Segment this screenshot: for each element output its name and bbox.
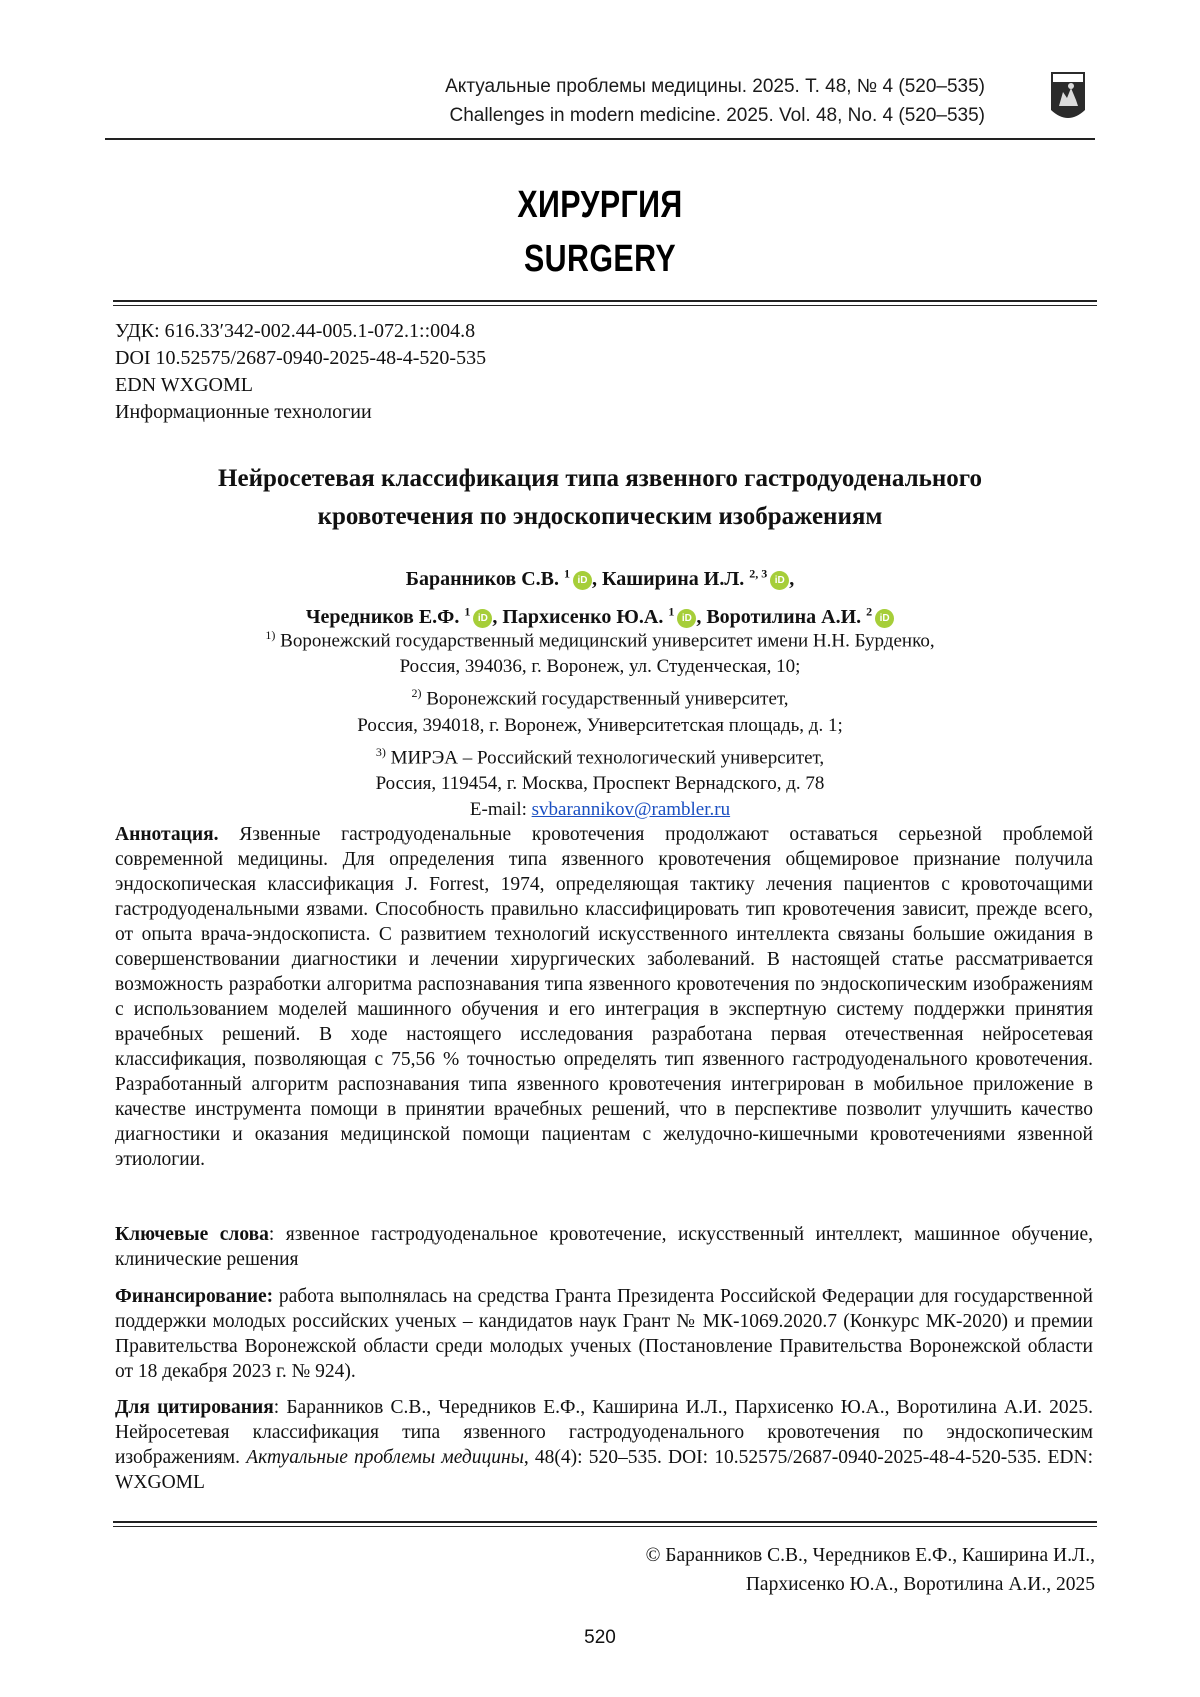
author-affil-sup: 2	[866, 604, 873, 619]
author: Баранников С.В. $^1$iD ,	[405, 566, 597, 590]
author-name: Каширина И.Л.	[601, 567, 745, 590]
author-name: Пархисенко Ю.А.	[502, 606, 664, 629]
author: Каширина И.Л. $^{2, 3}$iD ,	[601, 566, 795, 590]
affiliation-name: МИРЭА – Российский технологический университет,	[390, 746, 825, 768]
keywords	[115, 1222, 1093, 1272]
affiliation-sup: 3)	[375, 744, 386, 759]
doi: DOI 10.52575/2687-0940-2025-48-4-520-535	[115, 347, 487, 369]
orcid-icon[interactable]: iD	[875, 609, 894, 628]
contact-email-line	[110, 797, 1090, 823]
journal-citation-lines	[445, 72, 985, 130]
article-title-line: кровотечения по эндоскопическим изображениям	[317, 503, 883, 530]
author-affil-sup: 2, 3	[749, 566, 768, 580]
orcid-icon[interactable]: iD	[770, 571, 789, 590]
abstract	[115, 822, 1093, 1172]
affiliation-address: Россия, 394018, г. Воронеж, Университетская площадь, д. 1;	[357, 714, 843, 736]
copyright-line: © Баранников С.В., Чередников Е.Ф., Каширина И.Л.,	[645, 1545, 1095, 1566]
article-title	[110, 460, 1090, 536]
journal-line-ru: Актуальные проблемы медицины. 2025. Т. 48, № 4 (520–535)	[445, 76, 985, 97]
edn: EDN WXGOML	[115, 374, 253, 396]
citation-journal: Актуальные проблемы медицины	[246, 1447, 524, 1468]
abstract-text: Язвенные гастродуоденальные кровотечения продолжают оставаться серьезной проблемой современной медицины. Для определения типа язвенного кровотечения общемировое признание получила эндоскопическая классификация J. Forrest, 1974, определяющая тактику лечения пациентов с кровоточащими гастродуоденальными язвами. Способность правильно классифицировать тип кровотечения зависит, прежде всего, от опыта врача-эндоскописта. С развитием технологий искусственного интеллекта связаны большие ожидания в совершенствовании диагностики и лечении хирургических заболеваний. В настоящей статье рассматривается возможность разработки алгоритма распознавания типа язвенного кровотечения по эндоскопическим изображениям с использованием моделей машинного обучения и его интеграция в экспертную систему поддержки принятия врачебных решений. В ходе настоящего исследования разработана первая отечественная нейросетевая классификация, позволяющая с 75,56 % точностью определять тип язвенного гастродуоденального кровотечения. Разработанный алгоритм распознавания типа язвенного кровотечения интегрирован в мобильное приложение в качестве инструмента помощи в принятии врачебных решений, что в перспективе позволит улучшить качество диагностики и оказания медицинской помощи пациентам с желудочно-кишечными кровотечениями язвенной этиологии.	[115, 824, 1093, 1170]
section-rule	[113, 300, 1097, 306]
abstract-label: Аннотация.	[115, 824, 219, 845]
author-affil-sup: 1	[563, 566, 570, 580]
author-line	[110, 557, 1090, 596]
section-title-en: SURGERY	[523, 238, 676, 280]
citation	[115, 1395, 1093, 1495]
author-name: Чередников Е.Ф.	[305, 606, 460, 629]
keywords-label: Ключевые слова	[115, 1224, 269, 1245]
affiliation-line	[110, 680, 1090, 712]
funding-label: Финансирование:	[115, 1286, 274, 1307]
email-link[interactable]: svbarannikov@rambler.ru	[531, 798, 731, 820]
author-affil-sup: 1	[668, 604, 675, 619]
affiliation-name: Воронежский государственный медицинский университет имени Н.Н. Бурденко,	[280, 630, 935, 652]
udk-code: УДК: 616.33′342-002.44-005.1-072.1::004.8	[115, 320, 476, 342]
affiliation-sup: 2)	[411, 686, 422, 701]
article-title-line: Нейросетевая классификация типа язвенного гастродуоденального	[218, 465, 982, 492]
university-logo	[1049, 70, 1087, 125]
orcid-icon[interactable]: iD	[573, 571, 592, 590]
affiliation-sup: 1)	[265, 628, 276, 642]
affiliation-line	[110, 739, 1090, 771]
article-category: Информационные технологии	[115, 401, 372, 423]
copyright	[646, 1541, 1095, 1599]
author-name: Воротилина А.И.	[706, 606, 862, 629]
citation-label: Для цитирования	[115, 1397, 274, 1418]
author-name: Баранников С.В.	[405, 567, 559, 590]
citation-text-end: , 48(4): 520–535. DOI: 10.52575/2687-0940-2025-48-4-520-535. EDN: WXGOML	[115, 1447, 1094, 1493]
copyright-line: Пархисенко Ю.А., Воротилина А.И., 2025	[745, 1574, 1095, 1595]
orcid-icon[interactable]: iD	[473, 609, 492, 628]
citation-text: : Баранников С.В., Чередников Е.Ф., Каширина И.Л., Пархисенко Ю.А., Воротилина А.И. 2025. Нейросетевая классификация типа язвенного гастродуоденального кровотечения по эндоскопическим изображениям.	[115, 1397, 1093, 1468]
affiliation-name: Воронежский государственный университет,	[426, 688, 789, 710]
footer-rule	[113, 1521, 1097, 1527]
funding-text: работа выполнялась на средства Гранта Президента Российской Федерации для государственной поддержки молодых российских ученых – кандидатов наук Грант № МК-1069.2020.7 (Конкурс МК-2020) и премии Правительства Воронежской области среди молодых ученых (Постановление Правительства Воронежской области от 18 декабря 2023 г. № 924).	[115, 1286, 1093, 1382]
affiliation-address: Россия, 394036, г. Воронеж, ул. Студенческая, 10;	[399, 656, 801, 678]
affiliation-line	[110, 622, 1090, 654]
running-header	[105, 62, 1095, 140]
section-title-ru: ХИРУРГИЯ	[517, 184, 683, 226]
keywords-text: : язвенное гастродуоденальное кровотечение, искусственный интеллект, машинное обучение, клинические решения	[115, 1224, 1093, 1270]
affiliation-list	[110, 622, 1090, 823]
journal-line-en: Challenges in modern medicine. 2025. Vol. 48, No. 4 (520–535)	[449, 105, 985, 126]
email-label: E-mail:	[469, 798, 532, 820]
author-affil-sup: 1	[464, 604, 471, 619]
funding	[115, 1284, 1093, 1384]
orcid-icon[interactable]: iD	[677, 609, 696, 628]
page-number: 520	[584, 1627, 616, 1648]
author: Пархисенко Ю.А. $^1$iD ,	[502, 604, 702, 629]
article-metadata	[115, 318, 486, 426]
header-rule	[105, 138, 1095, 140]
author: Чередников Е.Ф. $^1$iD ,	[305, 604, 498, 629]
affiliation-address: Россия, 119454, г. Москва, Проспект Вернадского, д. 78	[375, 772, 825, 794]
